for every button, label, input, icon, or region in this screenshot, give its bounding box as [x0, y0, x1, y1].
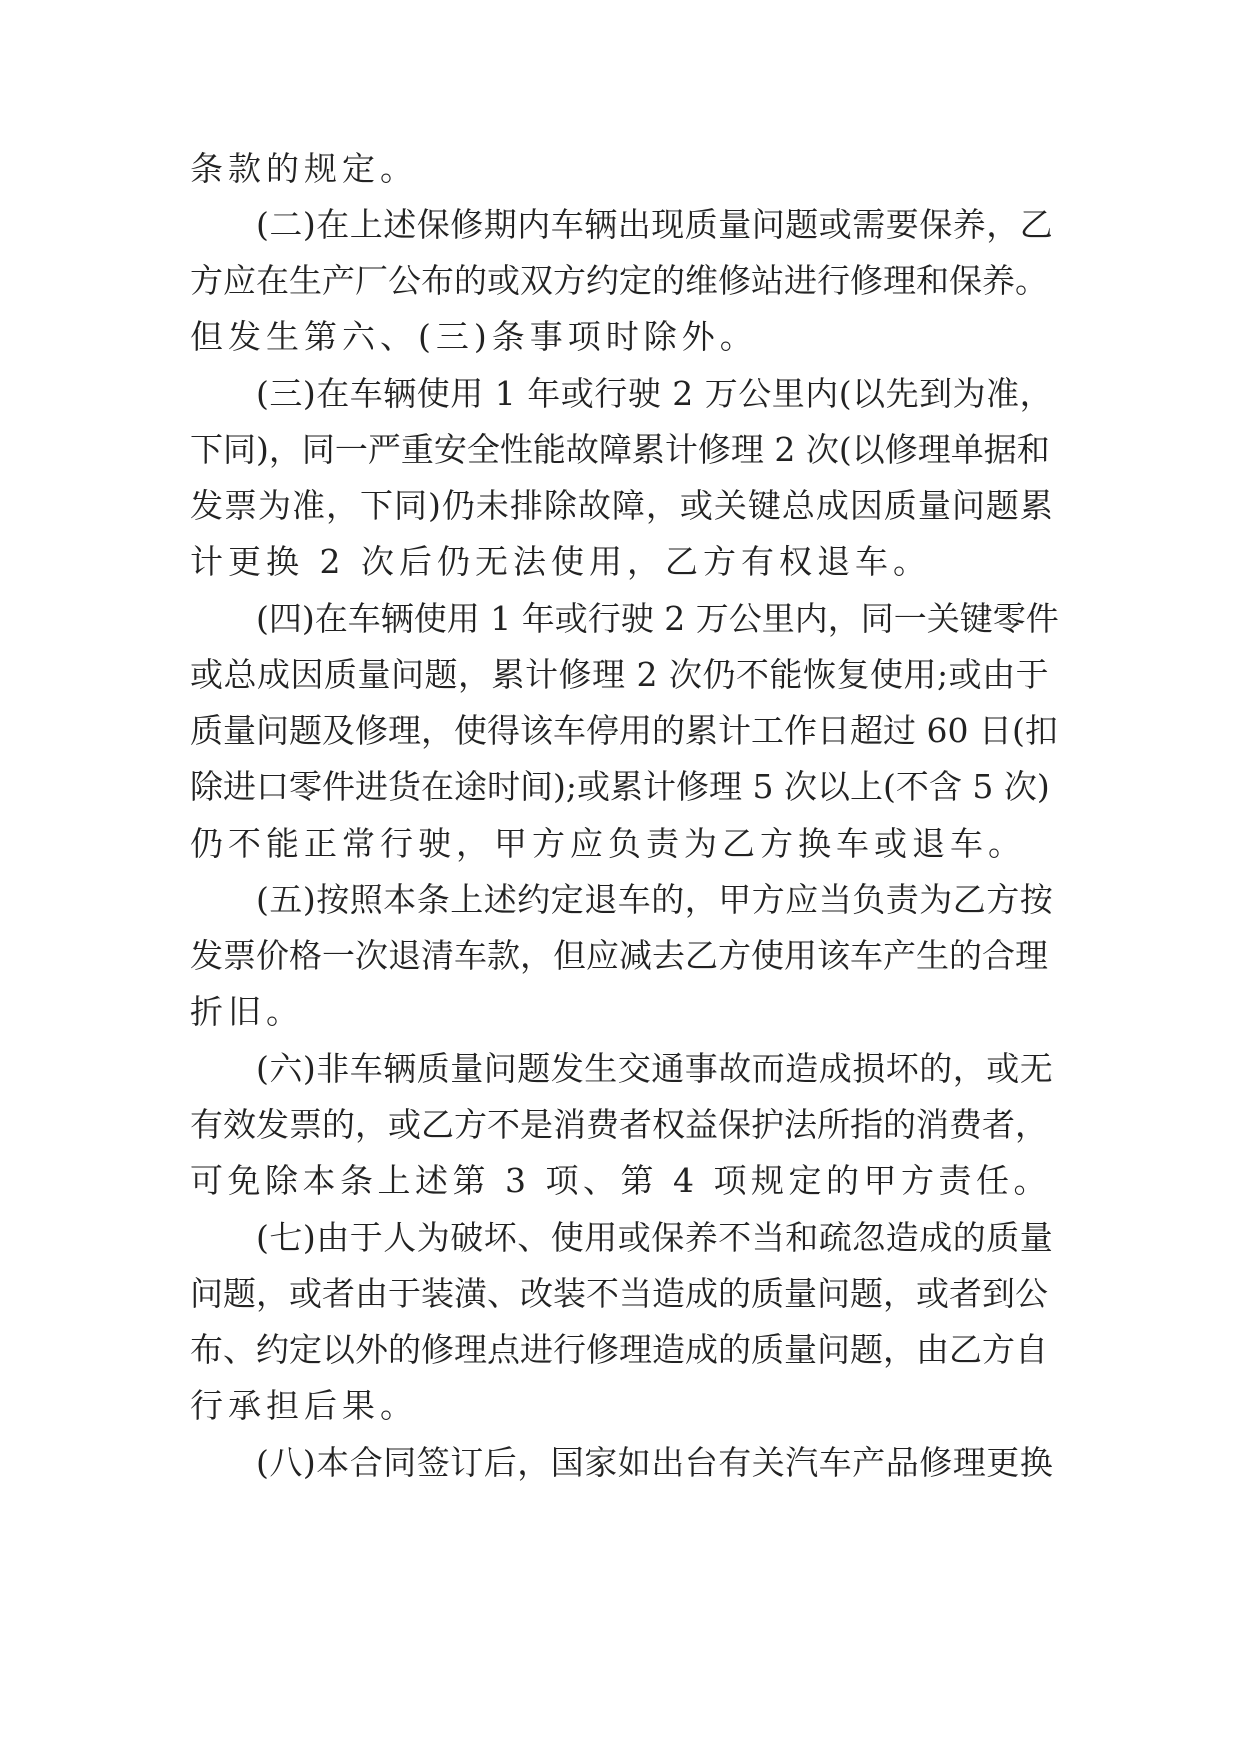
text-line: 下同)，同一严重安全性能故障累计修理 2 次(以修理单据和	[190, 430, 1050, 469]
text-line: 发票为准，下同)仍未排除故障，或关键总成因质量问题累	[190, 486, 1054, 525]
text-line: 仍不能正常行驶，甲方应负责为乙方换车或退车。	[190, 824, 1026, 863]
text-line: (四)在车辆使用 1 年或行驶 2 万公里内，同一关键零件	[256, 599, 1059, 638]
text-line: (三)在车辆使用 1 年或行驶 2 万公里内(以先到为准，	[256, 374, 1054, 413]
text-line: (六)非车辆质量问题发生交通事故而造成损坏的，或无	[256, 1049, 1054, 1088]
text-line: 但发生第六、(三)条事项时除外。	[190, 317, 758, 356]
text-line: 折旧。	[190, 992, 304, 1031]
text-line: (八)本合同签订后，国家如出台有关汽车产品修理更换	[256, 1443, 1054, 1482]
text-line: 可免除本条上述第 3 项、第 4 项规定的甲方责任。	[190, 1161, 1051, 1200]
text-line: 发票价格一次退清车款，但应减去乙方使用该车产生的合理	[190, 936, 1048, 975]
text-line: (二)在上述保修期内车辆出现质量问题或需要保养，乙	[256, 205, 1054, 244]
text-line: 质量问题及修理，使得该车停用的累计工作日超过 60 日(扣	[190, 711, 1058, 750]
text-line: 布、约定以外的修理点进行修理造成的质量问题，由乙方自	[190, 1330, 1048, 1369]
text-line: (五)按照本条上述约定退车的，甲方应当负责为乙方按	[256, 880, 1054, 919]
text-line: 除进口零件进货在途时间);或累计修理 5 次以上(不含 5 次)	[190, 767, 1050, 806]
text-line: 条款的规定。	[190, 149, 418, 188]
text-line: 问题，或者由于装潢、改装不当造成的质量问题，或者到公	[190, 1274, 1048, 1313]
text-line: 行承担后果。	[190, 1386, 418, 1425]
text-line: (七)由于人为破坏、使用或保养不当和疏忽造成的质量	[256, 1218, 1054, 1257]
text-line: 有效发票的，或乙方不是消费者权益保护法所指的消费者，	[190, 1105, 1048, 1144]
text-line: 计更换 2 次后仍无法使用，乙方有权退车。	[190, 542, 931, 581]
text-line: 方应在生产厂公布的或双方约定的维修站进行修理和保养。	[190, 261, 1048, 300]
text-line: 或总成因质量问题，累计修理 2 次仍不能恢复使用;或由于	[190, 655, 1050, 694]
